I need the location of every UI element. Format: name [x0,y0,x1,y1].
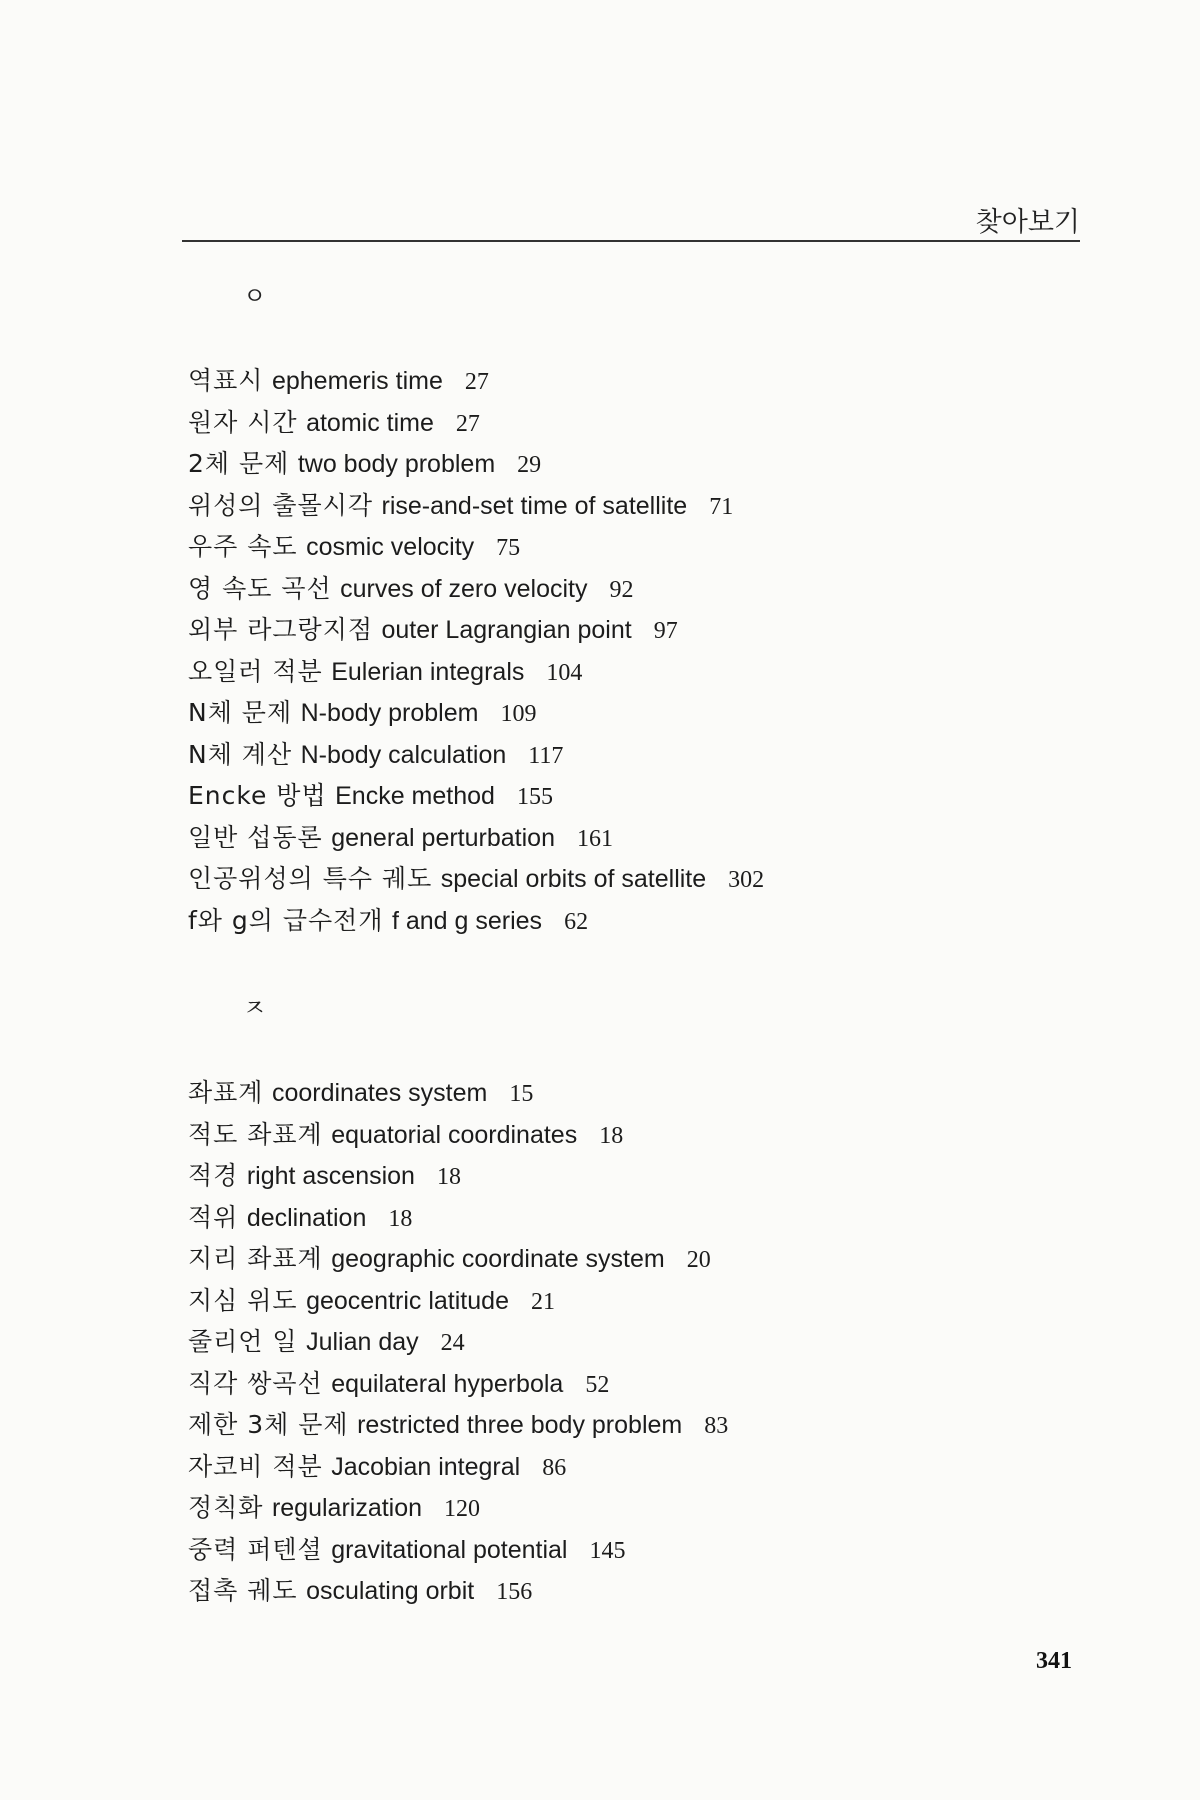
term-korean: 오일러 적분 [188,656,323,686]
term-english: right ascension [246,1162,415,1190]
index-entry [188,360,764,402]
term-korean: N체 계산 [188,739,293,769]
index-entry [188,775,764,817]
term-english: general perturbation [331,823,555,852]
term-korean: 지심 위도 [188,1285,298,1315]
index-list-jieut [188,1072,728,1612]
page-reference: 117 [528,742,564,769]
term-korean: 일반 섭동론 [188,822,323,852]
term-korean: 지리 좌표계 [188,1244,323,1273]
page-reference: 92 [609,576,634,603]
term-korean: 인공위성의 특수 궤도 [188,864,433,893]
page-reference: 29 [517,452,542,478]
page-reference: 104 [546,659,583,686]
term-korean: 영 속도 곡선 [188,573,332,603]
term-korean: 2체 문제 [188,449,290,478]
term-english: Jacobian integral [331,1452,521,1481]
index-entry [188,1155,728,1197]
term-korean: N체 문제 [188,698,293,727]
page-reference: 24 [440,1330,465,1356]
term-korean: 접촉 궤도 [188,1576,298,1605]
index-entry [188,402,764,444]
term-english: coordinates system [271,1079,488,1107]
section-heading-ieung: ㅇ [243,282,267,310]
index-entry [188,1197,728,1239]
index-entry [188,568,764,610]
page-reference: 21 [530,1288,555,1315]
term-english: restricted three body problem [357,1411,683,1439]
term-english: outer Lagrangian point [381,616,632,644]
index-entry [188,1570,728,1612]
term-english: osculating orbit [306,1577,475,1605]
page-reference: 97 [653,618,678,644]
index-entry [188,1487,728,1529]
page-reference: 120 [444,1496,481,1522]
page-reference: 62 [564,908,589,935]
term-korean: 역표시 [188,366,264,395]
header-title: 찾아보기 [975,207,1080,238]
page-reference: 18 [436,1164,461,1190]
term-korean: 원자 시간 [188,407,298,437]
term-english: atomic time [306,408,434,437]
term-korean: f와 g의 급수전개 [188,905,384,935]
page-reference: 155 [516,784,553,810]
page-reference: 18 [599,1122,624,1149]
term-english: Eulerian integrals [331,657,525,686]
term-korean: 적경 [188,1161,239,1190]
term-korean: 위성의 출몰시각 [188,490,373,520]
term-english: rise-and-set time of satellite [381,491,688,520]
page-reference: 52 [585,1371,610,1398]
index-entry [188,1072,728,1114]
term-english: equilateral hyperbola [331,1369,564,1398]
term-korean: 외부 라그랑지점 [188,615,373,644]
term-english: gravitational potential [331,1535,568,1564]
page-reference: 302 [728,867,765,893]
index-entry [188,1280,728,1322]
term-korean: 줄리언 일 [188,1327,298,1356]
term-korean: 우주 속도 [188,532,298,561]
index-entry [188,692,764,734]
index-entry [188,1321,728,1363]
page-reference: 27 [455,410,480,437]
index-entry [188,651,764,693]
index-entry [188,485,764,527]
term-korean: 정칙화 [188,1493,264,1522]
index-entry [188,817,764,859]
page-reference: 75 [496,535,521,561]
index-entry [188,1238,728,1280]
header-rule [182,240,1080,242]
term-english: geographic coordinate system [331,1245,665,1273]
index-entry [188,443,764,485]
page-reference: 83 [704,1413,729,1439]
index-entry [188,1363,728,1405]
index-entry [188,734,764,776]
page-reference: 161 [576,825,613,852]
index-entry [188,526,764,568]
term-korean: 직각 쌍곡선 [188,1368,323,1398]
index-entry [188,900,764,942]
page-reference: 20 [686,1247,711,1273]
term-english: Julian day [306,1328,419,1356]
term-english: curves of zero velocity [340,574,588,603]
page-reference: 15 [509,1081,534,1107]
term-english: declination [246,1203,367,1232]
term-english: N-body calculation [300,740,507,769]
index-entry [188,1404,728,1446]
index-entry [188,1446,728,1488]
section-heading-jieut: ㅈ [243,994,267,1022]
term-korean: 적도 좌표계 [188,1119,323,1149]
page-reference: 18 [388,1205,413,1232]
term-english: equatorial coordinates [331,1120,578,1149]
page-reference: 27 [464,369,489,395]
page-number: 341 [1036,1648,1072,1674]
index-entry [188,1529,728,1571]
term-english: cosmic velocity [306,533,475,561]
term-korean: 제한 3체 문제 [188,1410,349,1439]
term-korean: 좌표계 [188,1078,264,1107]
term-english: ephemeris time [271,367,443,395]
page-reference: 145 [589,1537,626,1564]
page-reference: 86 [542,1454,567,1481]
term-korean: 자코비 적분 [188,1451,323,1481]
index-entry [188,609,764,651]
term-korean: 적위 [188,1202,239,1232]
term-korean: Encke 방법 [188,781,327,810]
term-english: f and g series [391,906,543,935]
term-english: two body problem [297,450,496,478]
index-list-ieung [188,360,764,941]
page-reference: 71 [709,493,734,520]
term-english: special orbits of satellite [440,865,707,893]
term-english: regularization [271,1494,423,1522]
page-reference: 156 [496,1579,533,1605]
term-korean: 중력 퍼텐셜 [188,1534,323,1564]
term-english: N-body problem [300,699,479,727]
term-english: geocentric latitude [306,1286,509,1315]
index-entry [188,858,764,900]
term-english: Encke method [335,782,495,810]
page-reference: 109 [500,701,537,727]
index-entry [188,1114,728,1156]
